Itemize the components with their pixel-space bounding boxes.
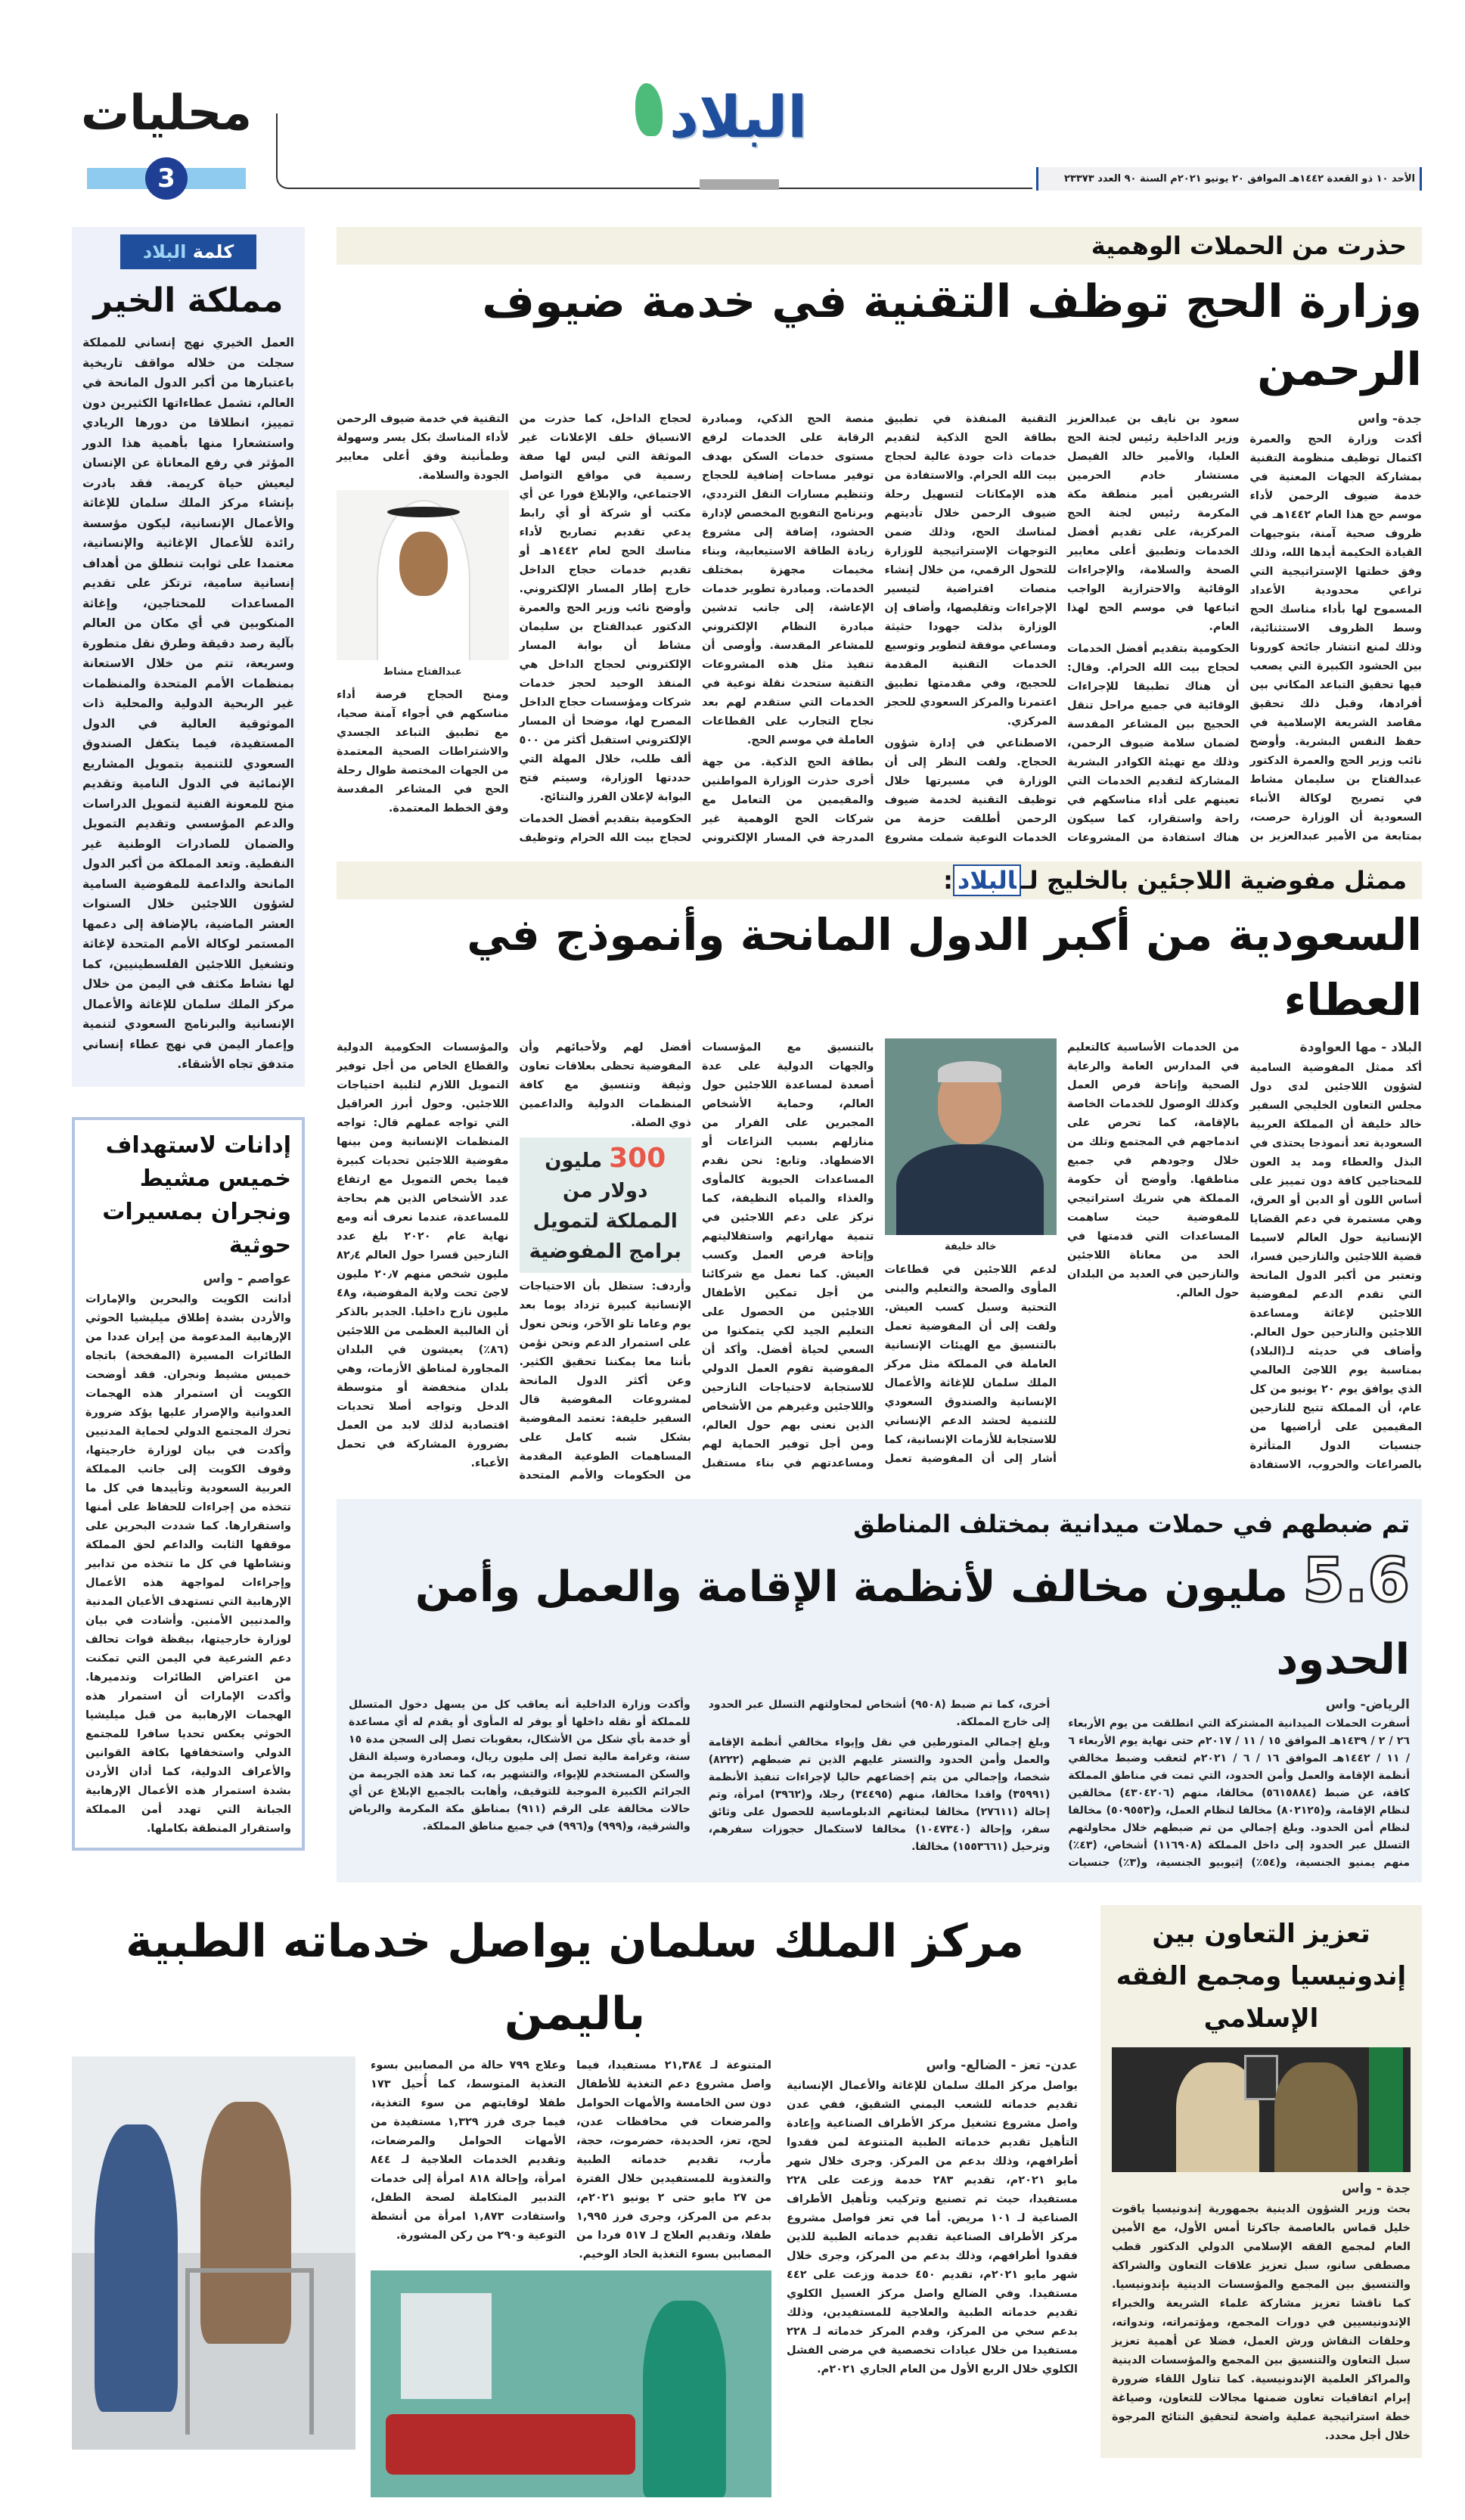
- kicker-text: ممثل مفوضية اللاجئين بالخليج لـ: [1020, 866, 1407, 895]
- article4-body: [72, 2056, 1078, 2497]
- article2-col-3: وأردف: ستظل بأن الاحتياجات الإنسانية كبيرة تزداد يوما بعد يوم وعاما تلو الآخر، ونحن نعول على استمرار الدعم ونحن نؤمن بأننا معا يمكننا تحقيق الكثير. وعن أكثر الدول المانحة لمشروعات المفوضية قال السفير خليفة: تعتمد المفوضية بشكل شبه كامل على المساهمات الطوعية المقدمة من الحكومات والأمم المتحدة والمؤسسات الحكومية الدولية والقطاع الخاص من أجل توفير التمويل اللازم لتلبية احتياجات اللاجئين. وحول أبرز العراقيل التي تواجه عملهم قال: تواجه المنظمات الإنسانية ومن بينها مفوضية اللاجئين تحديات كبيرة فيما يخص التمويل مع ارتفاع عدد الأشخاص الذين هم بحاجة للمساعدة، عندما نعرف أنه ومع نهاية عام ٢٠٢٠ بلغ عدد النازحين قسرا حول العالم ٨٢٫٤ مليون شخص منهم ٢٠٫٧ مليون لاجئ تحت ولاية المفوضية، و٤٨ مليون نازح داخليا. الجدير بالذكر أن الغالبية العظمى من اللاجئين (٨٦٪) يعيشون في البلدان المجاورة لمناطق الأزمات، وهي بلدان منخفضة أو متوسطة الدخل وتواجه أصلا تحديات اقتصادية لذلك لابد من العمل بضرورة المشاركة في تحمل الأعباء.: [337, 1041, 691, 1482]
- walker-icon: [185, 2268, 314, 2435]
- article3-col-3: وأكدت وزارة الداخلية أنه يعاقب كل من يسهل دخول المتسلل للمملكة أو نقله داخلها أو يوفر له المأوى أو يقدم له أي مساعدة أو خدمة بأي شكل من الأشكال، بعقوبات تصل إلى السجن مدة ١٥ سنة، وغرامة مالية تصل إلى مليون ريال، ومصادرة وسيلة النقل والسكن المستخدم للإيواء، والتشهير به، كما تعد هذه الجريمة من الجرائم الكبيرة الموجبة للتوقيف، وأهابت بالجميع الإبلاغ عن أي حالات مخالفة على الرقم (٩١١) بمناطق مكة المكرمة والرياض والشرقية، و(٩٩٩) و(٩٩٦) في جميع مناطق المملكة.: [349, 1699, 691, 1833]
- article5-dateline: جدة - واس: [1342, 2181, 1411, 2196]
- article2-headline: السعودية من أكبر الدول المانحة وأنموذج في العطاء: [467, 909, 1422, 1026]
- article1-photo-caption: عبدالفتاح مشاط: [383, 666, 462, 678]
- side-story-body: [85, 1270, 291, 1839]
- article5-box: [1100, 1905, 1422, 2458]
- article1-dateline: جدة- واس: [1358, 411, 1422, 427]
- article1-text: أكدت وزارة الحج والعمرة اكتمال توظيف منظومة التقنية بمشاركة الجهات المعنية في خدمة ضيوف الرحمن لأداء موسم حج هذا العام ١٤٤٢هـ في ظروف صحية آمنة، بتوجيهات القيادة الحكيمة أيدها الله، وذلك وفق خطتها الإستراتيجية التي تراعي محدودية الأعداد المسموح لها بأداء مناسك الحج وسط الظروف الاستثنائية، وذلك لمنع انتشار جائحة كورونا بين الحشود الكبيرة التي يصعب فيها تحقيق التباعد المكاني بين أفرادها، وقبل ذلك تحقيق مقاصد الشريعة الإسلامية في حفظ النفس البشرية. وأوضح نائب وزير الحج والعمرة الدكتور عبدالفتاح بن سليمان مشاط في تصريح لوكالة الأنباء السعودية أن الوزارة حرصت، بمتابعة من الأمير عبدالعزيز بن سعود بن نايف بن عبدالعزيز وزير الداخلية رئيس لجنة الحج العليا، والأمير خالد الفيصل مستشار خادم الحرمين الشريفين أمير منطقة مكة المكرمة رئيس لجنة الحج المركزية، على تقديم أفضل الخدمات وتطبيق أعلى معايير الصحة والسلامة، والإجراءات الوقائية والاحترازية الواجب اتباعها في موسم الحج لهذا العام.: [1067, 413, 1422, 843]
- article4-photo-middle: [371, 2270, 771, 2497]
- editorial-title: مملكة الخير: [93, 281, 284, 320]
- nurse: [643, 2301, 726, 2497]
- article3-headline: [349, 1544, 1410, 1696]
- article4-photo-left: [72, 2056, 355, 2450]
- article1-body: [337, 410, 1422, 848]
- kicker-colon: :: [943, 866, 953, 895]
- article1-photo: [337, 490, 509, 660]
- face: [399, 532, 448, 596]
- side-story-title: إدانات لاستهداف خميس مشيط ونجران بمسيرات حوثية: [102, 1131, 291, 1258]
- editorial-badge: [120, 234, 256, 269]
- date-line: [1036, 167, 1422, 191]
- article4: [72, 1905, 1078, 2497]
- pull-quote-number: 300: [609, 1143, 666, 1174]
- headline-text: مليون مخالف لأنظمة الإقامة والعمل وأمن الحدود: [414, 1563, 1410, 1684]
- article1-col-6: ومنح الحجاج فرصة أداء مناسكهم في أجواء آمنة صحيا، مع تطبيق التباعد الجسدي والاشتراطات الصحية المعتمدة من الجهات المختصة طوال رحلة الحج في المشاعر المقدسة وفق الخطط المعتمدة.: [337, 689, 509, 815]
- article4-text: يواصل مركز الملك سلمان للإغاثة والأعمال الإنسانية تقديم خدماته للشعب اليمني الشقيق، ففي عدن واصل مشروع تشغيل مركز الأطراف الصناعية وإعادة التأهيل تقديم خدماته الطبية المتنوعة لمن فقدوا أطرافهم، وذلك بدعم من المركز. وجرى خلال شهر مايو ٢٠٢١م، تقديم ٢٨٣ خدمة وزعت على ٢٢٨ مستفيدا، حيث تم تصنيع وتركيب وتأهيل الأطراف الصناعية لـ ١٠١ مريض. أما في تعز فواصل مشروع مركز الأطراف الصناعية تقديم خدماته الطبية للذين فقدوا أطرافهم، وذلك بدعم من المركز، وجرى خلال شهر مايو ٢٠٢١م، تقديم ٤٥٠ خدمة وزعت على ٤٤٢ مستفيدا. وفي الضالع واصل مركز الغسيل الكلوي تقديم خدماته الطبية والعلاجية للمستفيدين، وذلك بدعم سخي من المركز، وقدم المركز خدماته لـ ٢٢٨ مستفيدا من خلال عيادات تخصصية في مرضى الفشل الكلوي خلال الربع الأول من العام الجاري ٢٠٢١م.: [787, 2080, 1079, 2376]
- pull-quote: [520, 1137, 692, 1273]
- flag-icon: [1369, 2047, 1403, 2172]
- plaque-icon: [1244, 2055, 1278, 2100]
- masthead: [72, 0, 1422, 219]
- section-title: محليات: [80, 85, 253, 141]
- article1-col-5: الحكومية بتقديم أفضل الخدمات لحجاج بيت الله الحرام وتوظيف التقنية في خدمة ضيوف الرحمن لأداء المناسك بكل يسر وسهولة وطمأنينة وفق أعلى معايير الجودة والسلامة.: [337, 413, 691, 844]
- article4-middle-text: [371, 2056, 771, 2264]
- agal: [387, 507, 460, 517]
- article4-col-3: وعلاج ٧٩٩ حالة من المصابين بسوء التغذية المتوسط، كما أُحيل ١٧٣ طفلا لوقايتهم من سوء التغذية، فيما جرى فرز ١,٣٢٩ مستفيدة من الأمهات الحوامل والمرضعات، وتقديم الخدمات العلاجية لـ ٨٤٤ امرأة، وإحالة ٨١٨ امرأة إلى خدمات التدبير المتكاملة لصحة الطفل، واستفادت ١,٨٧٣ امرأة من أنشطة التوعية و٢٩٠ من ركن المشورة.: [371, 2059, 566, 2242]
- article1-kicker: حذرت من الحملات الوهمية: [337, 227, 1422, 265]
- helper: [95, 2124, 178, 2412]
- bed: [386, 2414, 635, 2475]
- badge-logo: البلاد: [142, 241, 187, 262]
- article2-dateline: البلاد - مها العواودة: [1299, 1040, 1422, 1055]
- sidebar: [72, 227, 305, 1851]
- article1-col-2: الحكومية بتقديم أفضل الخدمات لحجاج بيت الله الحرام. وقال: أن هناك تطبيقا للإجراءات الوقائية في جميع مراحل تنقل الحجيج بين المشاعر المقدسة لضمان سلامة ضيوف الرحمن، وذلك مع تهيئة الكوادر البشرية المشاركة لتقديم الخدمات التي تعينهم على أداء مناسكهم في راحة واستقرار، كما سيكون هناك استفادة من المشروعات التقنية المنفذة في تطبيق بطاقة الحج الذكية لتقديم خدمات ذات جودة عالية لحجاج بيت الله الحرام. والاستفادة من هذه الإمكانات لتسهيل رحلة ضيوف الرحمن خلال تأديتهم لمناسك الحج، وذلك ضمن التوجهات الإستراتيجية للوزارة للتحول الرقمي، من خلال إنشاء منصات افتراضية لتيسير الإجراءات وتقليصها، وأضاف إن الوزارة بذلت جهودا حثيثة ومساعي موفقة لتطوير وتوسيع الخدمات التقنية المقدمة للحجيج، وفي مقدمتها تطبيق اعتمرنا والمركز السعودي للحجز المركزي.: [884, 413, 1240, 844]
- man-right: [1274, 2062, 1358, 2172]
- article2-col-1: [1067, 1038, 1422, 1485]
- article2-kicker: [337, 861, 1422, 899]
- article2-figure: [885, 1038, 1057, 1256]
- bottom-section: [72, 1905, 1422, 2497]
- article4-dateline: عدن- تعز - الضالع- واس: [926, 2058, 1078, 2073]
- logo-underbar: [700, 179, 779, 190]
- article1: [337, 227, 1422, 848]
- article5-body: [1112, 2180, 1411, 2446]
- article3-col-2: وبلغ إجمالي المتورطين في نقل وإيواء مخالفي أنظمة الإقامة والعمل وأمن الحدود والتستر عليهم الذين تم ضبطهم (٨٢٢٢) شخصا، وإجمالي من يتم إخضاعهم حاليا لإجراءات تنفيذ الأنظمة (٣٥٩٩١) وافدا مخالفا، منهم (٣٤٤٩٥) رجلا، و(٣٩٦٢) امرأة، وتم إحالة (٢٧٦١١) مخالفا لبعثاتهم الدبلوماسية للحصول على وثائق سفر، وإحالة (١٠٤٧٣٤٠) مخالفا لاستكمال حجوزات سفرهم، وترحيل (١٥٥٣٦٦١) مخالفا.: [708, 1736, 1051, 1853]
- article4-col-2: المتنوعة لـ ٢١,٣٨٤ مستفيدا، فيما واصل مشروع دعم التغذية للأطفال دون سن الخامسة والأمهات الحوامل والمرضعات في محافظات عدن، لحج، تعز، الحديدة، حضرموت، حجة، مأرب، تقديم خدماته الطبية والتغذوية للمستفيدين خلال الفترة من ٢٧ مايو حتى ٢ يونيو ٢٠٢١م، بدعم من المركز، وجرى فرز ١,٩٩٥ طفلا، وتقديم العلاج لـ ٥١٧ فردا من المصابين بسوء التغذية الحاد الوخيم.: [576, 2059, 772, 2261]
- upper-section: [72, 227, 1422, 1882]
- editorial-body: العمل الخيري نهج إنساني للمملكة سجلت من خلاله مواقف تاريخية باعتبارها من أكبر الدول المانحة في العالم، تشمل عطاءاتها الكثيرين دون تمييز، انطلاقا من دورها الريادي واستشعارا منها بأهمية هذا الدور المؤثر في رفع المعاناة عن الإنسان ليعيش حياة كريمة. فقد بادرت بإنشاء مركز الملك سلمان للإغاثة والأعمال الإنسانية، ليكون مؤسسة رائدة للأعمال الإغاثية والإنسانية، معتمدا على ثوابت تنطلق من أهداف إنسانية سامية، ترتكز على تقديم المساعدات للمحتاجين، وإغاثة المنكوبين في أي مكان من العالم بآلية رصد دقيقة وطرق نقل متطورة وسريعة، تتم من خلال الاستعانة بمنظمات الأمم المتحدة والمنظمات غير الربحية الدولية والمحلية ذات الموثوقية العالية في الدول المستفيدة، فيما يتكفل الصندوق السعودي للتنمية بتمويل المشاريع الإنمائية في الدول النامية وتقديم منح للمعونة الفنية لتمويل الدراسات والدعم المؤسسي وتقديم التمويل والضمان للصادرات الوطنية غير النفطية. وتعد المملكة من أكبر الدول المانحة والداعمة للمفوضية السامية لشؤون اللاجئين خلال السنوات العشر الماضية، بالإضافة إلى دعمها المستمر لوكالة الأمم المتحدة لإغاثة وتشغيل اللاجئين الفلسطينيين، كما لها نشاط مكثف في اليمن من خلال مركز الملك سلمان للإغاثة والأعمال الإنسانية والبرنامج السعودي لتنمية وإعمار اليمن في نهج عطاء إنساني متدفق تجاه الأشقاء.: [82, 336, 294, 1071]
- logo-text: البلاد: [669, 83, 808, 151]
- article2: [337, 861, 1422, 1485]
- badge-label: كلمة: [192, 241, 234, 262]
- article1-figure: [337, 490, 509, 681]
- page-number: 3: [157, 163, 175, 194]
- article1-col-3: الاصطناعي في إدارة شؤون الحجاج. ولفت النظر إلى أن الوزارة في مسيرتها خلال توظيف التقنية لخدمة ضيوف الرحمن أطلقت حزمة من الخدمات النوعية شملت مشروع منصة الحج الذكي، ومبادرة الرقابة على الخدمات لرفع مستوى خدمات السكن بهدف توفير مساحات إضافية للحجاج وتنظيم مسارات النقل الترددي، وبرنامج التفويج المخصص لإدارة الحشود، إضافة إلى مشروع زيادة الطاقة الاستيعابية، وبناء مخيمات مجهزة بمختلف الخدمات. ومبادرة تطوير خدمات الإعاشة، إلى جانب تدشين مبادرة النظام الإلكتروني للمشاعر المقدسة. وأوصى أن تنفيذ مثل هذه المشروعات التقنية ستحدث نقلة نوعية في الخدمات التي ستقدم لهم بعد نجاح التجارب على القطاعات العاملة في موسم الحج.: [702, 413, 1057, 844]
- article2-photo-caption: خالد خليفة: [945, 1241, 997, 1252]
- suit: [896, 1144, 1044, 1235]
- article3-body: [349, 1696, 1410, 1872]
- kicker-logo: البلاد: [953, 864, 1021, 896]
- hair: [938, 1061, 1001, 1082]
- headline-number: 5.6: [1302, 1545, 1410, 1615]
- main-column: [337, 227, 1422, 1882]
- date-text: الأحد ١٠ ذو القعدة ١٤٤٢هـ الموافق ٢٠ يونيو ٢٠٢١م السنة ٩٠ العدد ٢٣٣٧٣: [1064, 173, 1415, 185]
- map-icon: [635, 83, 663, 136]
- article2-col-2: لدعم اللاجئين في قطاعات المأوى والصحة والتعليم والبنى التحتية وسبل كسب العيش. ولفت إلى أن المفوضية تعمل بالتنسيق مع الهيئات الإنسانية العاملة في المملكة مثل مركز الملك سلمان للإغاثة والأعمال الإنسانية والصندوق السعودي للتنمية لحشد الدعم الإنساني للاستجابة للأزمات الإنسانية، كما أشار إلى أن المفوضية تعمل بالتنسيق مع المؤسسات والجهات الدولية على عدة أصعدة لمساعدة اللاجئين حول العالم، وحماية الأشخاص المجبرين على الفرار من منازلهم بسبب النزاعات أو الاضطهاد. وتابع: نحن نقدم المساعدات الحيوية كالمأوى والغذاء والمياه النظيفة، كما نركز على دعم اللاجئين في تنمية مهاراتهم واستقلاليتهم وإتاحة فرص العمل وكسب العيش. كما نعمل مع شركائنا من أجل تمكين الأطفال اللاجئين من الحصول على التعليم الجيد لكي يتمكنوا من السعي لحياة أفضل. وأكد أن المفوضية تقوم العمل الدولي للاستجابة لاحتياجات النازحين واللاجئين وغيرهم من الأشخاص الذين نعنى بهم حول العالم، ومن أجل توفير الحماية لهم ومساعدتهم في بناء مستقبل أفضل لهم ولأحبائهم وأن المفوضية تحظى بعلاقات تعاون وثيقة وتنسيق مع كافة المنظمات الدولية والداعمين ذوي الصلة.: [519, 1041, 1057, 1469]
- machine: [401, 2293, 492, 2399]
- side-story-box: [72, 1117, 305, 1851]
- article4-middle: [371, 2056, 771, 2497]
- page-number-badge: [145, 157, 188, 200]
- article3-text: أسفرت الحملات الميدانية المشتركة التي انطلقت من يوم الأربعاء ٢٦ / ٢ / ١٤٣٩هـ الموافق ١٥ / ١١ / ٢٠١٧م حتى نهاية يوم الأربعاء ٦ / ١١ / ١٤٤٢هـ الموافق ١٦ / ٦ / ٢٠٢١م لتعقب وضبط مخالفي أنظمة الإقامة والعمل وأمن الحدود، التي تمت في مناطق المملكة كافة، عن ضبط (٥٦١٥٨٨٤) مخالفا، منهم (٤٣٠٤٢٠٦) مخالفين لنظام الإقامة، و(٨٠٢١٢٥) مخالفا لنظام العمل، و(٥٠٩٥٥٣) مخالفا لنظام أمن الحدود. وبلغ إجمالي من تم ضبطهم خلال محاولتهم التسلل عبر الحدود إلى داخل المملكة (١١٦٩٠٨) أشخاص، (٤٣٪) منهم يمنيو الجنسية، و(٥٤٪) إثيوبيو الجنسية، و(٣٪) جنسيات أخرى، كما تم ضبط (٩٥٠٨) أشخاص لمحاولتهم التسلل عبر الحدود إلى خارج المملكة.: [708, 1699, 1410, 1869]
- article1-col-4: بطاقة الحج الذكية. من جهة أخرى حذرت الوزارة المواطنين والمقيمين من التعامل مع شركات الحج الوهمية غير المدرجة في المسار الإلكتروني لحجاج الداخل، كما حذرت من الانسياق خلف الإعلانات غير الموثقة التي ليس لها صفة رسمية في مواقع التواصل الاجتماعي، والإبلاغ فورا عن أي مكتب أو شركة أو أي رابط يدعي تقديم تصاريح لأداء مناسك الحج لعام ١٤٤٢هـ أو تقديم خدمات حجاج الداخل خارج إطار المسار الإلكتروني. وأوضح نائب وزير الحج والعمرة الدكتور عبدالفتاح بن سليمان مشاط أن بوابة المسار الإلكتروني لحجاج الداخل هي المنفذ الوحيد لحجز خدمات شركات ومؤسسات حجاج الداخل المصرح لها، موضحا أن المسار الإلكتروني استقبل أكثر من ٥٠٠ ألف طلب، خلال المهلة التي حددتها الوزارة، وسيتم فتح البوابة لإعلان الفرز والنتائج.: [519, 413, 874, 844]
- article1-headline: وزارة الحج توظف التقنية في خدمة ضيوف الرحمن: [482, 275, 1422, 396]
- article5-text: بحث وزير الشؤون الدينية بجمهورية إندونيسيا ياقوت خليل قماس بالعاصمة جاكرتا أمس الأول، مع الأمين العام لمجمع الفقه الإسلامي الدولي الدكتور قطب مصطفى سانو، سبل تعزيز علاقات التعاون والشراكة والتنسيق بين المجمع والمؤسسات الدينية بإندونيسيا. كما ناقشا تعزيز مشاركة علماء الشريعة والخبراء الإندونيسيين في دورات المجمع، ومؤتمراته، وندواته، وحلقات النقاش ورش العمل، فضلا عن أهمية تعزيز سبل التعاون والتنسيق بين المجمع والمؤسسات الدينية والمراكز العلمية الإندونيسية. كما تناول اللقاء ضرورة إبرام اتفاقيات تعاون ضمنها مجالات للتعاون، وصياغة خطة استراتيجية عملية واضحة لتحقيق النتائج المرجوة خلال أجل محدد.: [1112, 2203, 1411, 2442]
- side-story-dateline: عواصم - واس: [203, 1271, 291, 1286]
- article3-kicker: تم ضبطهم في حملات ميدانية بمختلف المناطق: [853, 1510, 1410, 1538]
- article3-box: [337, 1499, 1422, 1882]
- article4-headline: مركز الملك سلمان يواصل خدماته الطبية باليمن: [126, 1915, 1024, 2041]
- pull-quote-text: مليون دولار من المملكة لتمويل برامج المفوضية: [529, 1150, 681, 1263]
- article5-photo: [1112, 2047, 1411, 2172]
- article3-dateline: الرياض- واس: [1325, 1697, 1410, 1712]
- article2-text: أكد ممثل المفوضية السامية لشؤون اللاجئين لدى دول مجلس التعاون الخليجي السفير خالد خليفة أن المملكة العربية السعودية تعد أنموذجا يحتذى في البذل والعطاء ومد يد العون للمحتاجين كافة دون تمييز على أساس اللون أو الدين أو العرق، وهي مستمرة في دعم القضايا الإنسانية حول العالم لاسيما قضية اللاجئين والنازحين فسرا، وتعتبر من أكبر الدول المانحة التي تقدم الدعم لمفوضية اللاجئين لإغاثة ومساعدة اللاجئين والنازحين حول العالم. وأضاف في حديثه لـ(البلاد) بمناسبة يوم اللاجئ العالمي الذي يوافق يوم ٢٠ يونيو من كل عام، أن المملكة تتيح للنازحين المقيمين على أراضيها من جنسيات الدول المتأثرة بالصراعات والحروب، الاستفادة من الخدمات الأساسية كالتعليم في المدارس العامة والرعاية الصحية وإتاحة فرص العمل وكذلك الوصول للخدمات الخاصة بالإقامة، كما تحرص على اندماجهم في المجتمع وتلك من خلال وجودهم في جميع مناطقها. وأوضح أن حكومة المملكة هي شريك استراتيجي للمفوضية حيث ساهمت المساعدات التي قدمتها في الحد من معاناة اللاجئين والنازحين في العديد من البلدان حول العالم.: [1067, 1041, 1422, 1471]
- article2-body: [337, 1038, 1422, 1485]
- editorial-box: [72, 227, 305, 1087]
- article2-photo: [885, 1038, 1057, 1235]
- article5-title: تعزيز التعاون بين إندونيسيا ومجمع الفقه الإسلامي: [1116, 1919, 1407, 2034]
- side-story-text: أدانت الكويت والبحرين والإمارات والأردن بشدة إطلاق ميليشيا الحوثي الإرهابية المدعومة من إيران عددا من الطائرات المسيرة (المفخخة) باتجاه خميس مشيط ونجران. فقد أوضحت الكويت أن استمرار هذه الهجمات العدوانية والإصرار عليها يؤكد ضرورة تحرك المجتمع الدولي لحماية المدنيين وأكدت في بيان لوزارة خارجيتها، وقوف الكويت إلى جانب المملكة العربية السعودية وتأييدها في كل ما تتخذه من إجراءات للحفاظ على أمنها واستقرارها. كما شددت البحرين على موقفها الثابت والداعم لحق المملكة ونشاطها في كل ما تتخذه من تدابير وإجراءات لمواجهة هذه الأعمال الإرهابية التي تستهدف الأعيان المدنية والمدنيين الأمنين. وأشادت في بيان لوزارة خارجيتها، بيقظة قوات تحالف دعم الشرعية في اليمن التي تمكنت من اعتراض الطائرات وتدميرها. وأكدت الإمارات أن استمرار هذه الهجمات الإرهابية من قبل ميليشيا الحوثي يعكس تحديا سافرا للمجتمع الدولي واستخفافها بكافة القوانين والأعراف الدولية، كما أدان الأردن بشدة استمرار هذه الأعمال الإرهابية الجبانة التي تهدد أمن المملكة واستقرار المنطقة بكاملها.: [85, 1293, 291, 1835]
- article4-col-1: [787, 2056, 1078, 2379]
